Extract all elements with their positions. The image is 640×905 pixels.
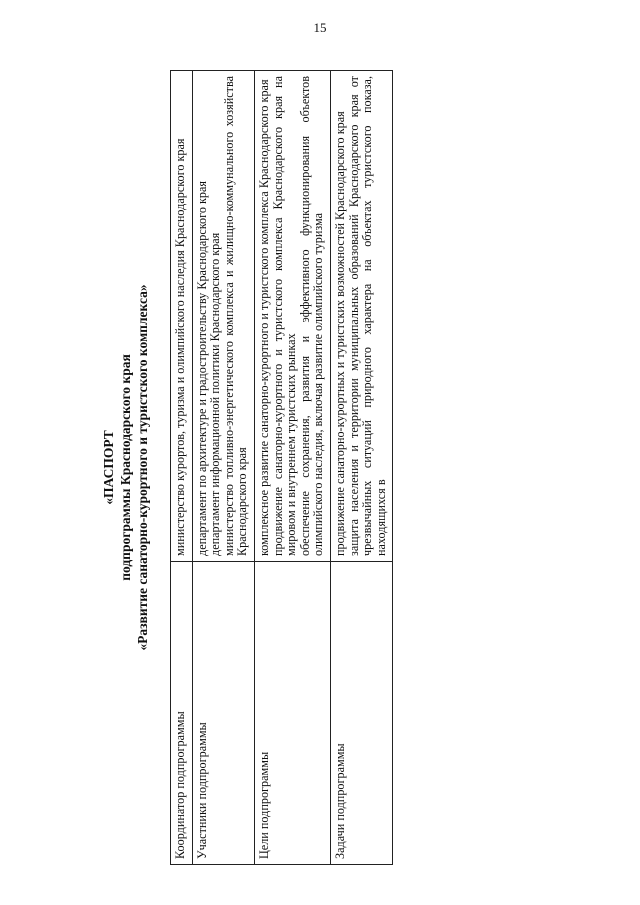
rotated-content bbox=[100, 70, 580, 865]
value-line: защита населения и территории муниципальных образований Краснодарского края от чрезвычайных ситуаций природного характера на объектах туристского показа, находящихся в bbox=[346, 76, 388, 556]
table-row-coordinator bbox=[171, 71, 193, 865]
row-label: Координатор подпрограммы bbox=[171, 562, 193, 865]
row-value bbox=[171, 71, 193, 562]
value-line: министерство топливно-энергетического комплекса и жилищно-коммунального хозяйства Краснодарского края bbox=[221, 76, 250, 556]
value-line: обеспечение сохранения, развития и эффективного функционирования объектов олимпийского наследия, включая развитие олимпийского туризма bbox=[297, 76, 326, 556]
value-line: продвижение санаторно-курортных и туристских возможностей Краснодарского края bbox=[332, 111, 347, 556]
row-label: Цели подпрограммы bbox=[254, 562, 330, 865]
table-row-tasks bbox=[330, 71, 392, 865]
heading-program-name: «Развитие санаторно-курортного и туристского комплекса» bbox=[135, 284, 150, 651]
value-line: министерство курортов, туризма и олимпийского наследия Краснодарского края bbox=[173, 138, 187, 556]
value-line: продвижение санаторно-курортного и туристского комплекса Краснодарского края на мировом и внутреннем туристских рынках bbox=[270, 76, 299, 556]
heading-subtitle: подпрограммы Краснодарского края bbox=[118, 354, 133, 581]
table-row-participants bbox=[192, 71, 254, 865]
value-line: департамент информационной политики Краснодарского края bbox=[208, 232, 223, 556]
page-number: 15 bbox=[313, 20, 327, 35]
value-line: департамент по архитектуре и градостроительству Краснодарского края bbox=[194, 181, 209, 556]
heading-title: «ПАСПОРТ bbox=[101, 430, 116, 505]
document-heading bbox=[100, 70, 160, 865]
value-line: комплексное развитие санаторно-курортного и туристского комплекса Краснодарского края bbox=[256, 79, 271, 556]
row-value bbox=[192, 71, 254, 562]
row-value bbox=[254, 71, 330, 562]
row-label: Участники подпрограммы bbox=[192, 562, 254, 865]
row-value bbox=[330, 71, 392, 562]
row-label: Задачи подпрограммы bbox=[330, 562, 392, 865]
passport-table bbox=[170, 70, 393, 865]
table-row-goals bbox=[254, 71, 330, 865]
landscape-layout bbox=[100, 70, 580, 865]
